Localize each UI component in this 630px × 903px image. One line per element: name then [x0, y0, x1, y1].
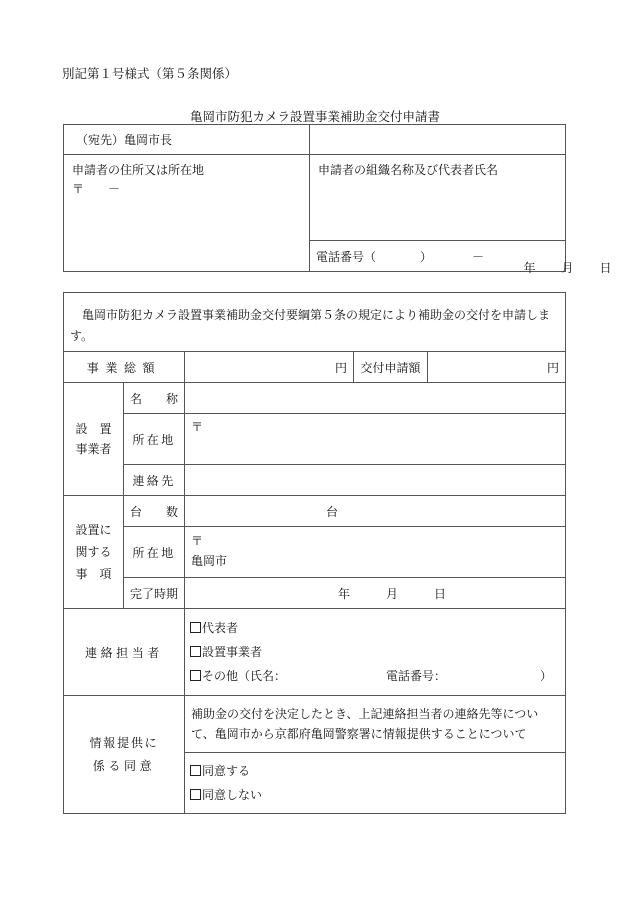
date-month: 月 [561, 260, 574, 275]
units-unit: 台 [326, 504, 339, 519]
contact-value [185, 465, 566, 496]
person-in-charge-options [185, 609, 566, 696]
install-label-2: 関する [75, 545, 112, 559]
installer-label-1: 設 置 [75, 422, 112, 436]
statement-cell [64, 293, 566, 352]
info-consent-label-cell [64, 696, 185, 814]
info-label-2: 係る同意 [92, 758, 156, 773]
installer-label-cell [64, 383, 124, 496]
applicant-address-cell [64, 155, 310, 272]
install-label-cell [64, 496, 124, 609]
info-text: 補助金の交付を決定したとき、上記連絡担当者の連絡先等について、亀岡市から京都府亀岡警察署に情報提供することについて [191, 707, 539, 741]
application-table [63, 292, 566, 814]
info-label-1: 情報提供に [89, 735, 159, 750]
completion-value [185, 578, 566, 609]
completion-day: 日 [434, 586, 447, 601]
applicant-org-label: 申請者の組織名称及び代表者氏名 [318, 163, 499, 177]
total-cost-label: 事業総額 [64, 352, 185, 383]
option-installer: 設置事業者 [202, 645, 263, 659]
checkbox-representative[interactable] [190, 622, 201, 633]
units-label: 台 数 [124, 496, 185, 527]
applicant-address-label: 申請者の住所又は所在地 [72, 163, 205, 177]
phone-close: ） [420, 249, 433, 264]
postal-mark: 〒 [72, 182, 85, 196]
total-cost-yen: 円 [185, 352, 354, 383]
statement: 亀岡市防犯カメラ設置事業補助金交付要綱第５条の規定により補助金の交付を申請します。 [70, 308, 551, 343]
name-label: 名 称 [124, 383, 185, 414]
install-label-3: 事 項 [75, 567, 112, 581]
checkbox-installer[interactable] [190, 646, 201, 657]
completion-month: 月 [386, 586, 399, 601]
info-text-cell [185, 696, 566, 753]
installer-postal: 〒 [191, 420, 204, 434]
install-label-1: 設置に [75, 523, 112, 537]
grant-request-label: 交付申請額 [354, 352, 428, 383]
option-disagree: 同意しない [202, 788, 263, 802]
form-label: 別記第１号様式（第５条関係） [62, 66, 238, 81]
addressee-cell [64, 125, 310, 155]
applicant-table [63, 124, 612, 275]
date-day: 日 [599, 260, 612, 275]
option-other: その他（氏名： [202, 669, 287, 683]
date-year: 年 [523, 260, 536, 275]
installer-label-2: 事業者 [75, 442, 112, 456]
option-representative: 代表者 [202, 621, 239, 635]
install-location-label: 所在地 [124, 527, 185, 578]
option-other-close: ） [540, 669, 553, 683]
phone-dash: － [472, 249, 485, 264]
option-agree: 同意する [202, 764, 251, 778]
applicant-org-cell [310, 155, 566, 241]
checkbox-disagree[interactable] [190, 789, 201, 800]
install-postal: 〒 [191, 534, 204, 548]
completion-year: 年 [338, 586, 351, 601]
phone-label: 電話番号（ [316, 249, 377, 264]
install-city: 亀岡市 [191, 554, 228, 568]
checkbox-other[interactable] [190, 670, 201, 681]
checkbox-agree[interactable] [190, 765, 201, 776]
name-value [185, 383, 566, 414]
person-in-charge-label: 連絡担当者 [64, 609, 185, 696]
postal-dash: － [108, 182, 121, 196]
grant-request-yen: 円 [428, 352, 566, 383]
location-value [185, 414, 566, 465]
completion-label: 完了時期 [124, 578, 185, 609]
consent-options [185, 753, 566, 814]
addressee: （宛先）亀岡市長 [76, 133, 173, 147]
install-location-value [185, 527, 566, 578]
option-other-phone: 電話番号： [386, 669, 441, 683]
location-label: 所在地 [124, 414, 185, 465]
units-value [185, 496, 566, 527]
document-title: 亀岡市防犯カメラ設置事業補助金交付申請書 [189, 109, 440, 124]
contact-label: 連絡先 [124, 465, 185, 496]
